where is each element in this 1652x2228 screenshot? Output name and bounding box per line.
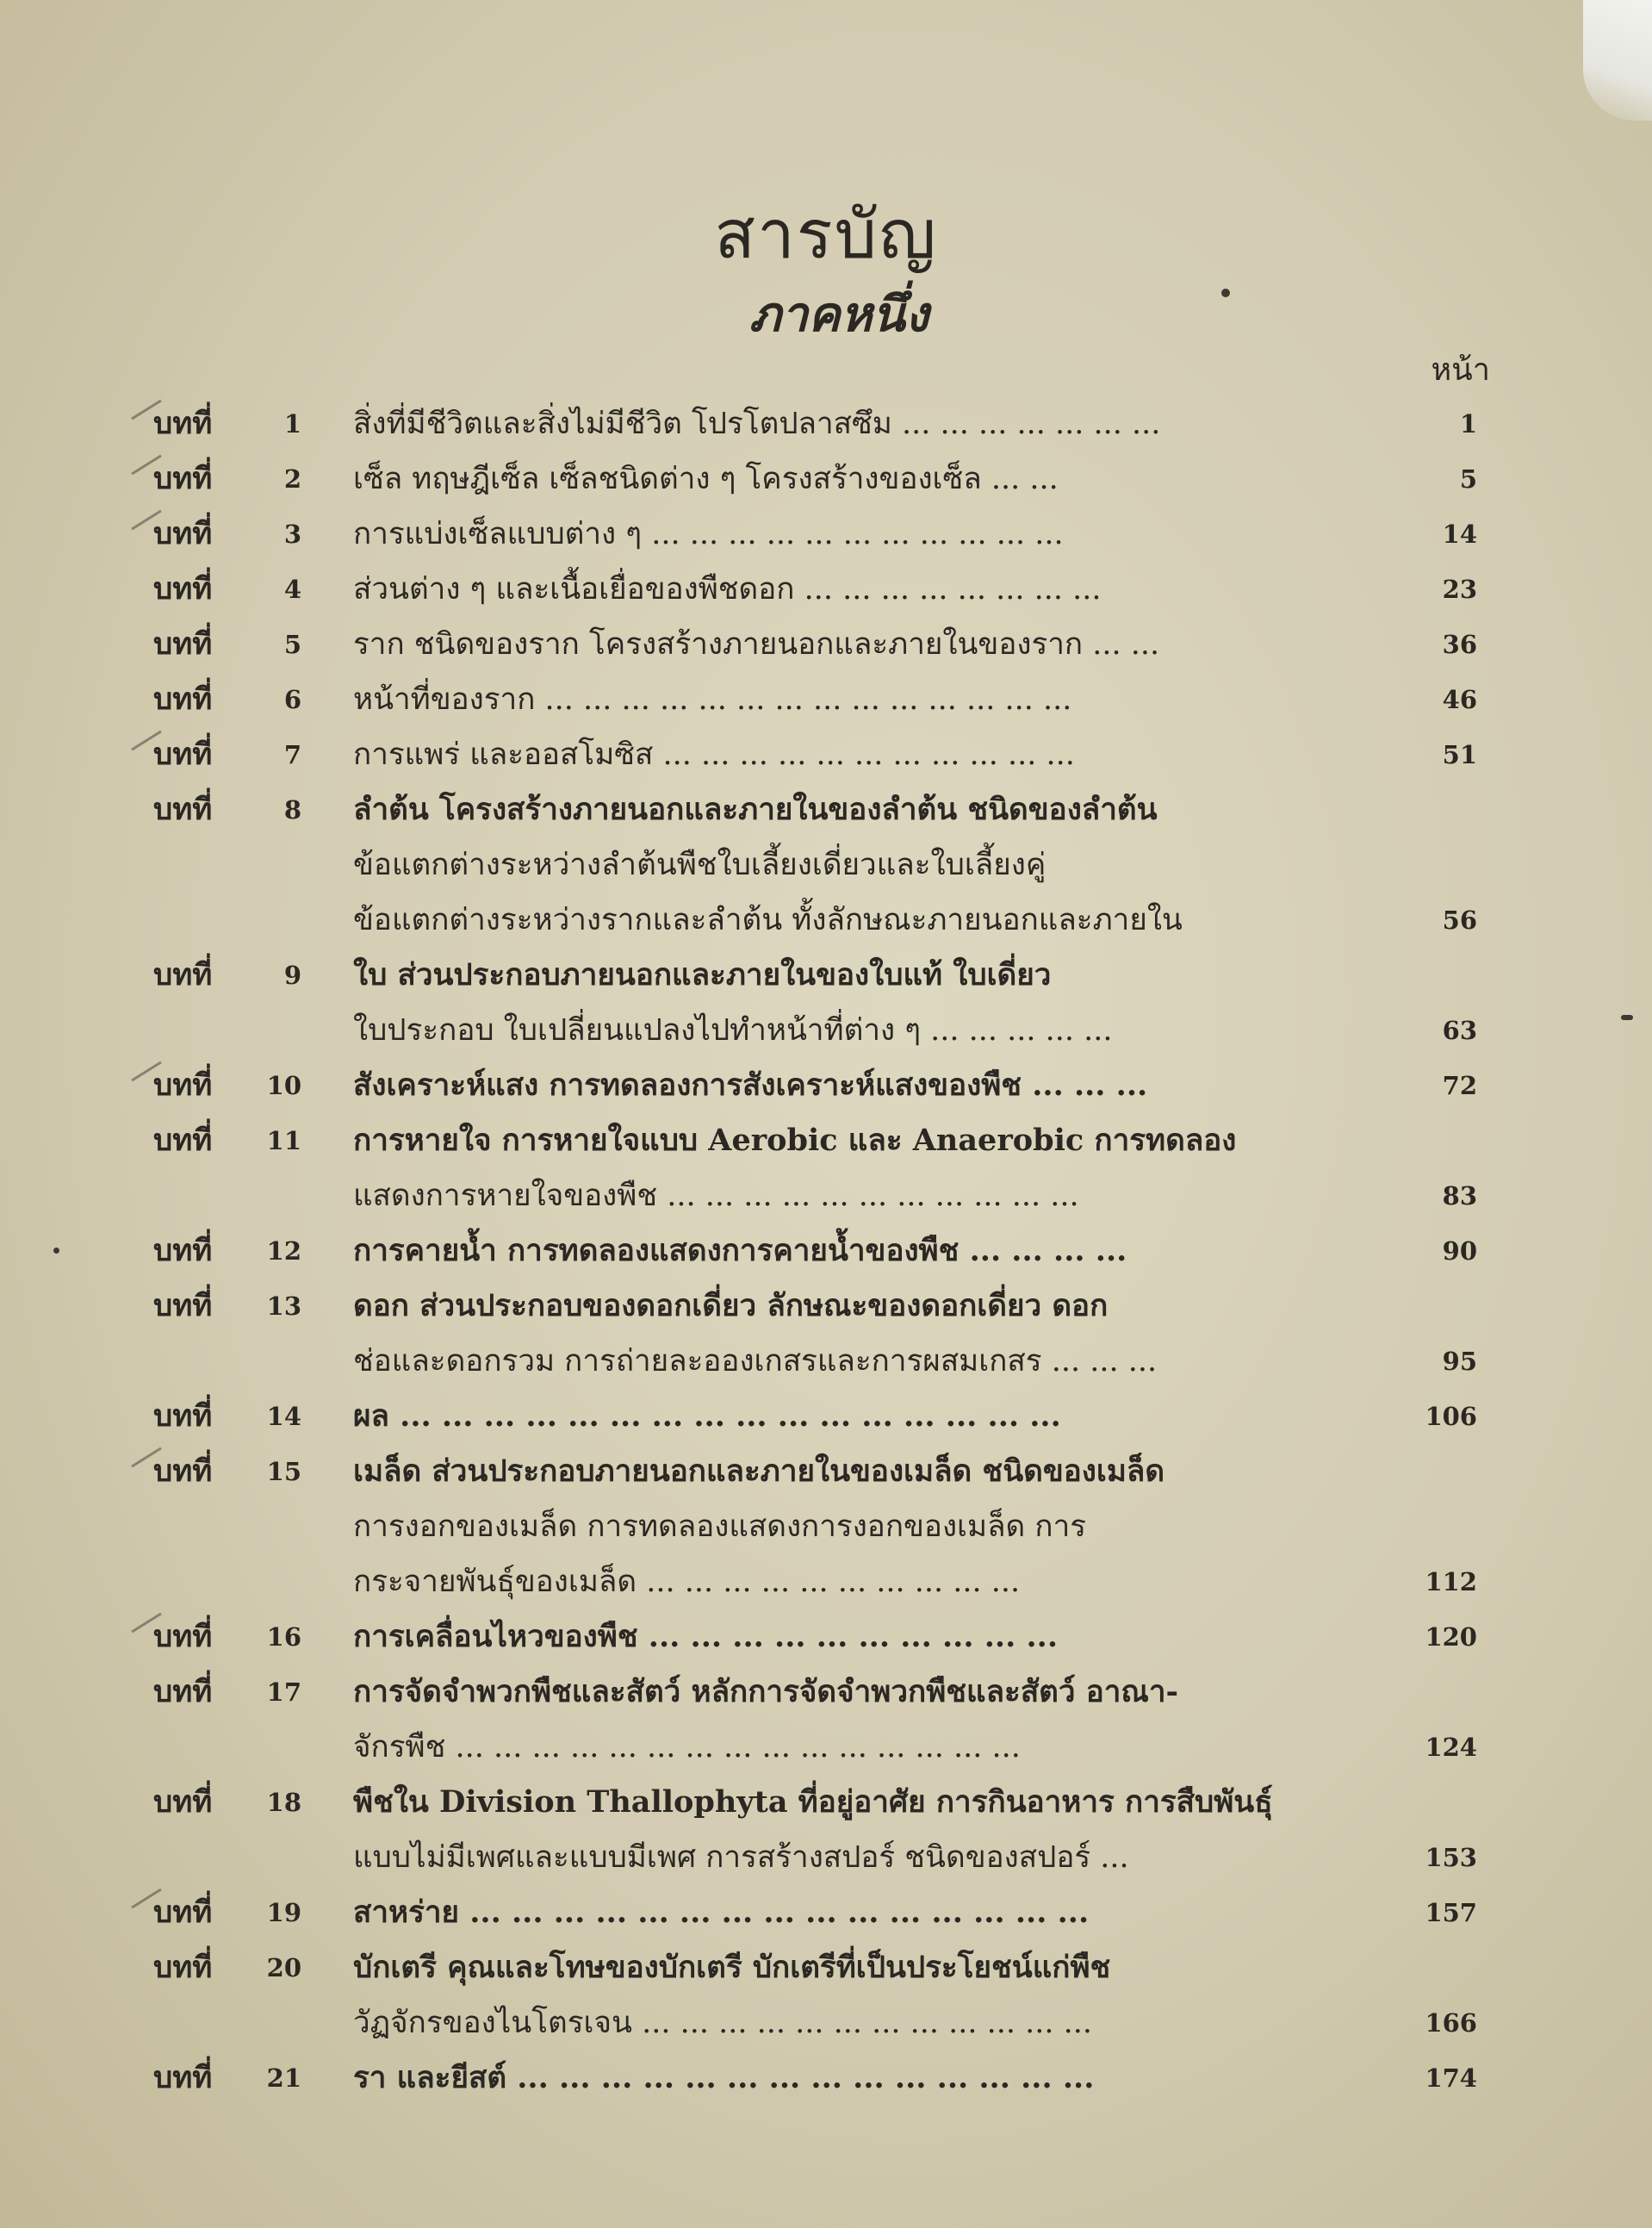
toc-entry-text: วัฏจักรของไนโตรเจน ... ... ... ... ... ... ... ... ... ... ... ... bbox=[353, 2006, 1092, 2040]
toc-entry-text: ราก ชนิดของราก โครงสร้างภายนอกและภายในของราก ... ... bbox=[353, 627, 1160, 662]
toc-row bbox=[0, 1940, 1652, 1995]
toc-entry-text: การแพร่ และออสโมซิส ... ... ... ... ... ... ... ... ... ... ... bbox=[353, 737, 1075, 772]
toc-entry-text: ใบ ส่วนประกอบภายนอกและภายในของใบแท้ ใบเดี่ยว bbox=[353, 957, 1052, 993]
toc-row bbox=[0, 617, 1652, 672]
chapter-number: 13 bbox=[266, 1291, 301, 1321]
toc-entry-text: แบบไม่มีเพศและแบบมีเพศ การสร้างสปอร์ ชนิดของสปอร์ ... bbox=[353, 1840, 1129, 1875]
page-number: 153 bbox=[1425, 1843, 1477, 1872]
toc-entry-text: บักเตรี คุณและโทษของบักเตรี บักเตรีที่เป็นประโยชน์แก่พืช bbox=[353, 1950, 1111, 1985]
chapter-label: บทที่ bbox=[153, 1123, 213, 1158]
chapter-label: บทที่ bbox=[153, 2060, 213, 2095]
chapter-number: 6 bbox=[283, 685, 301, 714]
toc-entry-text: พืชใน Division Thallophyta ที่อยู่อาศัย การกินอาหาร การสืบพันธุ์ bbox=[353, 1784, 1273, 1820]
chapter-label: บทที่ bbox=[153, 1233, 213, 1268]
toc-row bbox=[0, 893, 1652, 948]
toc-entry-text: สาหร่าย ... ... ... ... ... ... ... ... ... ... ... ... ... ... ... bbox=[353, 1895, 1090, 1930]
toc-entry-text: จักรพืช ... ... ... ... ... ... ... ... ... ... ... ... ... ... ... bbox=[353, 1730, 1021, 1764]
toc-row bbox=[0, 1168, 1652, 1223]
page-number: 63 bbox=[1442, 1016, 1477, 1045]
chapter-label: บทที่ bbox=[153, 1398, 213, 1434]
page-number: 124 bbox=[1425, 1733, 1477, 1762]
chapter-label: บทที่ bbox=[153, 1950, 213, 1985]
page-number: 174 bbox=[1425, 2063, 1477, 2093]
toc-row bbox=[0, 1609, 1652, 1665]
chapter-label: บทที่ bbox=[153, 1895, 213, 1930]
toc-entry-text: ข้อแตกต่างระหว่างรากและลำต้น ทั้งลักษณะภายนอกและภายใน bbox=[353, 903, 1183, 937]
toc-row bbox=[0, 782, 1652, 837]
ink-speck bbox=[1621, 1015, 1633, 1020]
ink-speck bbox=[1221, 289, 1230, 297]
chapter-label: บทที่ bbox=[153, 1674, 213, 1709]
toc-row bbox=[0, 727, 1652, 782]
toc-entry-text: เมล็ด ส่วนประกอบภายนอกและภายในของเมล็ด ชนิดของเมล็ด bbox=[353, 1453, 1165, 1489]
toc-row bbox=[0, 1995, 1652, 2051]
page-number: 112 bbox=[1425, 1567, 1477, 1596]
page-number: 56 bbox=[1442, 906, 1477, 935]
toc-row bbox=[0, 1554, 1652, 1609]
toc-row bbox=[0, 948, 1652, 1003]
toc-row bbox=[0, 1003, 1652, 1058]
toc-entry-text: ผล ... ... ... ... ... ... ... ... ... ... ... ... ... ... ... ... bbox=[353, 1398, 1061, 1434]
toc-entry-text: ส่วนต่าง ๆ และเนื้อเยื่อของพืชดอก ... ... ... ... ... ... ... ... bbox=[353, 572, 1102, 607]
torn-corner bbox=[1583, 0, 1652, 121]
chapter-number: 14 bbox=[266, 1402, 301, 1431]
chapter-label: บทที่ bbox=[153, 571, 213, 607]
chapter-label: บทที่ bbox=[153, 461, 213, 496]
chapter-number: 9 bbox=[283, 961, 301, 990]
page-number: 166 bbox=[1425, 2008, 1477, 2038]
toc-row bbox=[0, 1720, 1652, 1775]
toc-row bbox=[0, 672, 1652, 727]
chapter-label: บทที่ bbox=[153, 1288, 213, 1323]
chapter-number: 10 bbox=[266, 1071, 301, 1100]
page-number: 95 bbox=[1442, 1347, 1477, 1376]
toc-entry-text: ช่อและดอกรวม การถ่ายละอองเกสรและการผสมเกสร ... ... ... bbox=[353, 1344, 1158, 1378]
toc-row bbox=[0, 562, 1652, 617]
chapter-number: 12 bbox=[266, 1236, 301, 1266]
chapter-label: บทที่ bbox=[153, 516, 213, 551]
toc-entry-text: เซ็ล ทฤษฎีเซ็ล เซ็ลชนิดต่าง ๆ โครงสร้างของเซ็ล ... ... bbox=[353, 462, 1059, 496]
toc-entry-text: การแบ่งเซ็ลแบบต่าง ๆ ... ... ... ... ... ... ... ... ... ... ... bbox=[353, 517, 1064, 551]
chapter-number: 15 bbox=[266, 1457, 301, 1486]
chapter-number: 21 bbox=[266, 2063, 301, 2093]
page-number: 90 bbox=[1442, 1236, 1477, 1266]
chapter-label: บทที่ bbox=[153, 792, 213, 827]
page-number: 72 bbox=[1442, 1071, 1477, 1100]
chapter-number: 16 bbox=[266, 1622, 301, 1652]
chapter-number: 18 bbox=[266, 1788, 301, 1817]
toc-entry-text: กระจายพันธุ์ของเมล็ด ... ... ... ... ... ... ... ... ... ... bbox=[353, 1565, 1021, 1599]
table-of-contents bbox=[0, 396, 1652, 2106]
chapter-label: บทที่ bbox=[153, 737, 213, 772]
toc-row bbox=[0, 1499, 1652, 1554]
page-number: 51 bbox=[1442, 740, 1477, 769]
chapter-number: 19 bbox=[266, 1898, 301, 1927]
toc-entry-text: การเคลื่อนไหวของพืช ... ... ... ... ... ... ... ... ... ... bbox=[353, 1619, 1059, 1654]
toc-row bbox=[0, 1885, 1652, 1940]
toc-row bbox=[0, 1223, 1652, 1279]
chapter-label: บทที่ bbox=[153, 626, 213, 662]
toc-row bbox=[0, 507, 1652, 562]
toc-row bbox=[0, 1775, 1652, 1830]
toc-entry-text: การหายใจ การหายใจแบบ Aerobic และ Anaerobic การทดลอง bbox=[353, 1123, 1237, 1158]
chapter-number: 20 bbox=[266, 1953, 301, 1982]
toc-row bbox=[0, 1444, 1652, 1499]
chapter-label: บทที่ bbox=[153, 1619, 213, 1654]
toc-row bbox=[0, 451, 1652, 507]
toc-entry-text: ลำต้น โครงสร้างภายนอกและภายในของลำต้น ชนิดของลำต้น bbox=[353, 792, 1158, 827]
page-number: 1 bbox=[1459, 409, 1477, 439]
toc-row bbox=[0, 1279, 1652, 1334]
ink-speck bbox=[53, 1248, 59, 1254]
chapter-number: 2 bbox=[283, 464, 301, 494]
chapter-number: 8 bbox=[283, 795, 301, 825]
toc-entry-text: ดอก ส่วนประกอบของดอกเดี่ยว ลักษณะของดอกเดี่ยว ดอก bbox=[353, 1288, 1109, 1323]
page-number: 106 bbox=[1425, 1402, 1477, 1431]
chapter-number: 11 bbox=[266, 1126, 301, 1155]
toc-entry-text: สิ่งที่มีชีวิตและสิ่งไม่มีชีวิต โปรโตปลาสซึม ... ... ... ... ... ... ... bbox=[353, 407, 1161, 441]
toc-row bbox=[0, 396, 1652, 451]
toc-entry-text: แสดงการหายใจของพืช ... ... ... ... ... ... ... ... ... ... ... bbox=[353, 1179, 1079, 1213]
chapter-number: 1 bbox=[283, 409, 301, 439]
page-number: 83 bbox=[1442, 1181, 1477, 1210]
toc-entry-text: การงอกของเมล็ด การทดลองแสดงการงอกของเมล็ด การ bbox=[353, 1509, 1087, 1544]
page-number: 14 bbox=[1442, 520, 1477, 549]
page-number: 157 bbox=[1425, 1898, 1477, 1927]
toc-row bbox=[0, 1665, 1652, 1720]
toc-entry-text: หน้าที่ของราก ... ... ... ... ... ... ... ... ... ... ... ... ... ... bbox=[353, 682, 1072, 717]
toc-entry-text: การจัดจำพวกพืชและสัตว์ หลักการจัดจำพวกพืชและสัตว์ อาณา- bbox=[353, 1674, 1179, 1709]
page-number: 120 bbox=[1425, 1622, 1477, 1652]
page-number: 23 bbox=[1442, 575, 1477, 604]
toc-row bbox=[0, 2051, 1652, 2106]
chapter-label: บทที่ bbox=[153, 681, 213, 717]
toc-row bbox=[0, 837, 1652, 893]
chapter-number: 17 bbox=[266, 1677, 301, 1707]
chapter-label: บทที่ bbox=[153, 1067, 213, 1103]
toc-row bbox=[0, 1334, 1652, 1389]
toc-row bbox=[0, 1830, 1652, 1885]
toc-row bbox=[0, 1058, 1652, 1113]
page-number: 5 bbox=[1459, 464, 1477, 494]
chapter-label: บทที่ bbox=[153, 1453, 213, 1489]
chapter-number: 4 bbox=[283, 575, 301, 604]
toc-row bbox=[0, 1113, 1652, 1168]
page-number: 46 bbox=[1442, 685, 1477, 714]
page-column-header: หน้า bbox=[1431, 352, 1490, 388]
page-number: 36 bbox=[1442, 630, 1477, 659]
chapter-label: บทที่ bbox=[153, 957, 213, 993]
part-subtitle: ภาคหนึ่ง bbox=[748, 286, 929, 343]
chapter-number: 7 bbox=[283, 740, 301, 769]
toc-entry-text: รา และยีสต์ ... ... ... ... ... ... ... ... ... ... ... ... ... ... bbox=[353, 2060, 1095, 2095]
toc-entry-text: การคายน้ำ การทดลองแสดงการคายน้ำของพืช ... ... ... ... bbox=[353, 1233, 1127, 1268]
toc-entry-text: ใบประกอบ ใบเปลี่ยนแปลงไปทำหน้าที่ต่าง ๆ ... ... ... ... ... bbox=[353, 1013, 1113, 1048]
chapter-number: 5 bbox=[283, 630, 301, 659]
toc-row bbox=[0, 1389, 1652, 1444]
toc-entry-text: สังเคราะห์แสง การทดลองการสังเคราะห์แสงของพืช ... ... ... bbox=[353, 1067, 1148, 1103]
page-title: สารบัญ bbox=[714, 196, 938, 274]
chapter-number: 3 bbox=[283, 520, 301, 549]
chapter-label: บทที่ bbox=[153, 1784, 213, 1820]
toc-entry-text: ข้อแตกต่างระหว่างลำต้นพืชใบเลี้ยงเดี่ยวและใบเลี้ยงคู่ bbox=[353, 848, 1046, 882]
chapter-label: บทที่ bbox=[153, 406, 213, 441]
